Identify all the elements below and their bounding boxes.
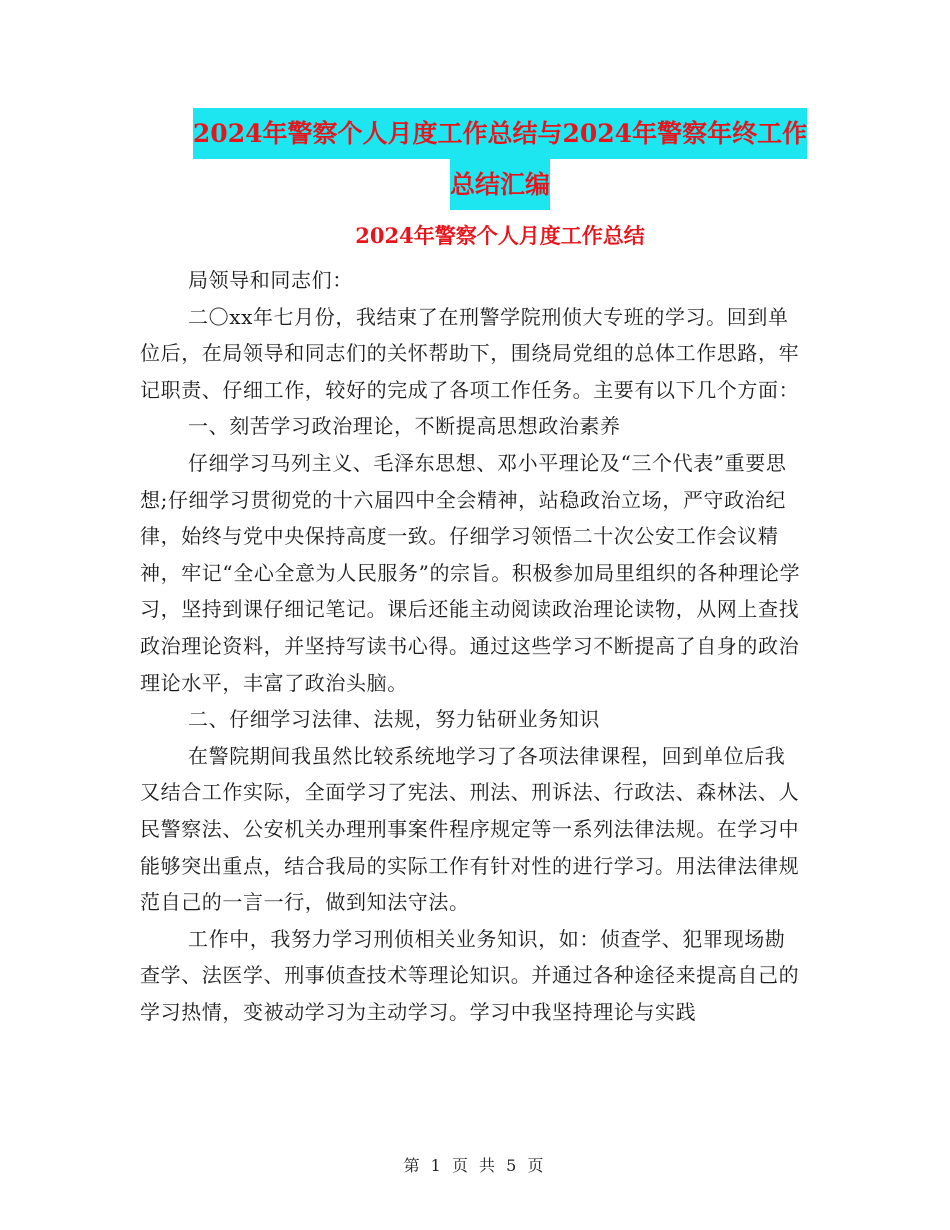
main-title-line-1: 2024年警察个人月度工作总结与2024年警察年终工作 <box>193 108 807 159</box>
page-number-footer: 第 1 页 共 5 页 <box>403 1156 547 1175</box>
heading-political-theory: 一、刻苦学习政治理论，不断提高思想政治素养 <box>188 414 621 439</box>
law-study-paragraph: 在警院期间我虽然比较系统地学习了各项法律课程，回到单位后我又结合工作实际，全面学习了宪法、刑法、刑诉法、行政法、森林法、人民警察法、公安机关办理刑事案件程序规定等一系列法律法规。在学习中能够突出重点，结合我局的实际工作有针对性的进行学习。用法律法律规范自己的一言一行，做到知法守法。 <box>140 743 800 915</box>
heading-law-study: 二、仔细学习法律、法规，努力钻研业务知识 <box>188 707 600 732</box>
section-title: 2024年警察个人月度工作总结 <box>355 223 645 248</box>
intro-paragraph: 二〇xx年七月份，我结束了在刑警学院刑侦大专班的学习。回到单位后，在局领导和同志们的关怀帮助下，围绕局党组的总体工作思路，牢记职责、仔细工作，较好的完成了各项工作任务。主要有以下几个方面： <box>140 304 800 402</box>
document-main-title <box>140 108 860 210</box>
document-body <box>140 262 805 1030</box>
work-study-paragraph: 工作中，我努力学习刑侦相关业务知识，如：侦查学、犯罪现场勘查学、法医学、刑事侦查技术等理论知识。并通过各种途径来提高自己的学习热情，变被动学习为主动学习。学习中我坚持理论与实践 <box>140 926 800 1024</box>
salutation-paragraph: 局领导和同志们： <box>188 268 353 292</box>
main-title-line-2: 总结汇编 <box>450 159 550 210</box>
political-theory-paragraph: 仔细学习马列主义、毛泽东思想、邓小平理论及“三个代表”重要思想;仔细学习贯彻党的十六届四中全会精神，站稳政治立场，严守政治纪律，始终与党中央保持高度一致。仔细学习领悟二十次公安工作会议精神，牢记“全心全意为人民服务”的宗旨。积极参加局里组织的各种理论学习，坚持到课仔细记笔记。课后还能主动阅读政治理论读物，从网上查找政治理论资料，并坚持写读书心得。通过这些学习不断提高了自身的政治理论水平，丰富了政治头脑。 <box>140 450 801 695</box>
